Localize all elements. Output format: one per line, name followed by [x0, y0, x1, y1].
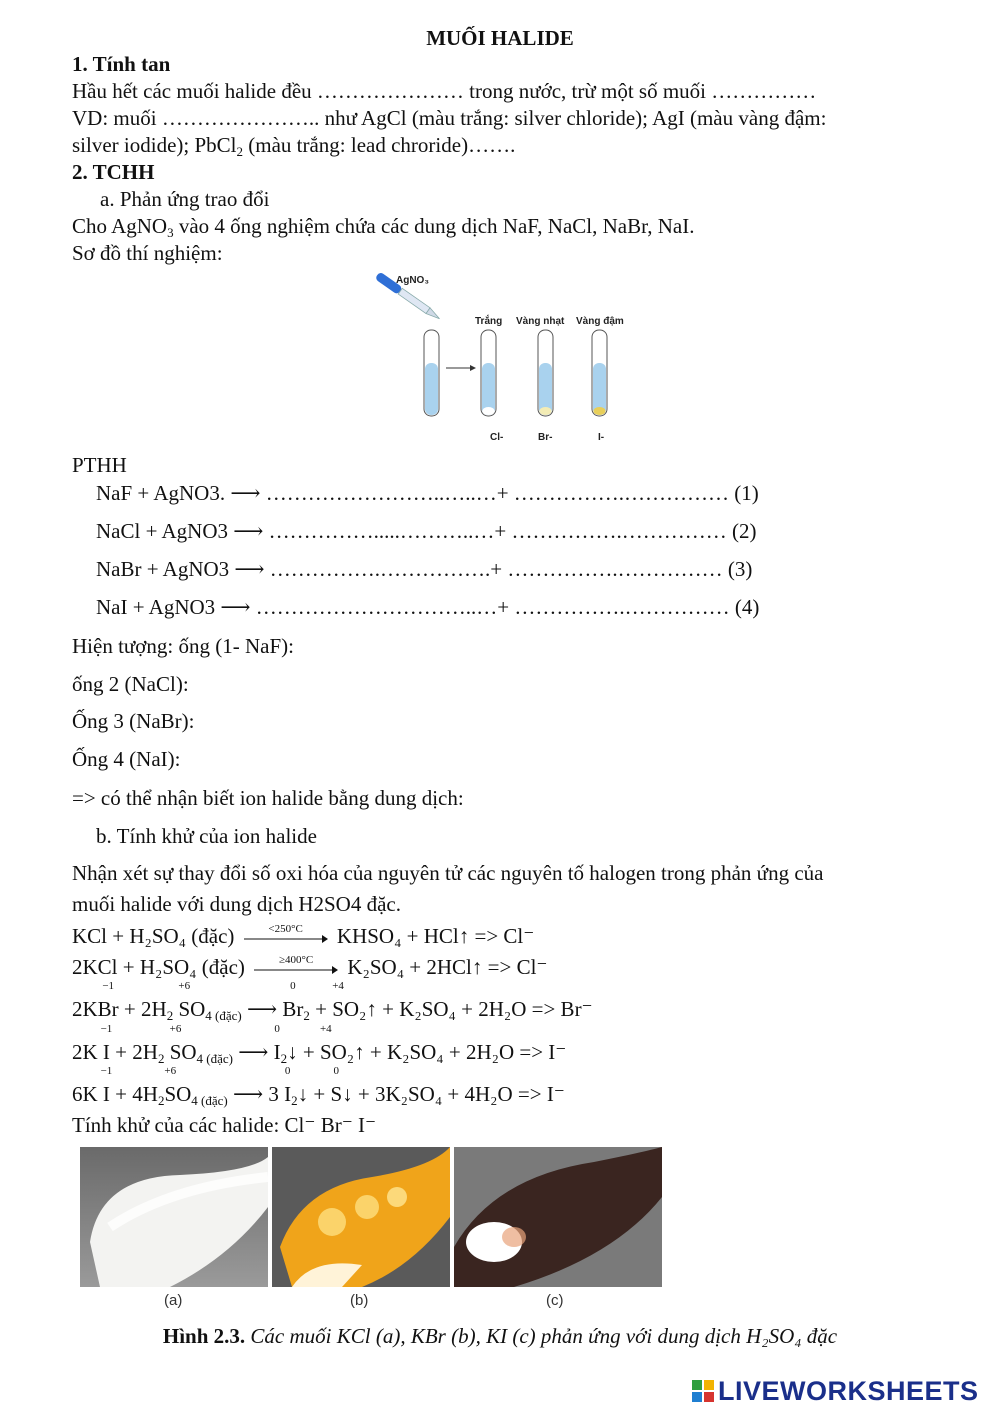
- instruction-line-1: Nhận xét sự thay đổi số oxi hóa của nguyên tử các nguyên tố halogen trong phản ứng của: [72, 861, 824, 885]
- color-label-3: Vàng đậm: [576, 316, 624, 327]
- ion-label-2: Br-: [538, 432, 553, 443]
- solubility-line-1: Hầu hết các muối halide đều ………………… trong nước, trừ một số muối ……………: [72, 79, 817, 103]
- ion-label-1: Cl-: [490, 432, 504, 443]
- reaction-5: 6K I −1 + $4H_2S$ +6 $O_{4 (đặc)}$ ⟶ 3 I 0 $_2$↓ + S 0 ↓ + 3K₂SO₄ + 4H₂O => I⁻: [72, 1065, 565, 1108]
- reaction-1: KCl + H₂SO₄ (đặc) <250°C KHSO₄ + HCl↑ => Cl⁻: [72, 923, 535, 948]
- color-label-2: Vàng nhạt: [516, 316, 565, 327]
- observation-tube-4: Ống 4 (NaI):: [72, 747, 181, 771]
- observation-tube-1: Hiện tượng: ống (1- NaF):: [72, 634, 294, 658]
- pthh-label: PTHH: [72, 453, 127, 477]
- equation-3: NaBr + AgNO3 ⟶ …………….…………….+ …………….…………… (3): [96, 557, 753, 581]
- test-tube-1: [424, 330, 439, 416]
- brand-logo[interactable]: LIVEWORKSHEETS: [718, 1376, 979, 1406]
- subsection-a-heading: a. Phản ứng trao đổi: [100, 187, 270, 211]
- page-title: MUỐI HALIDE: [426, 26, 574, 50]
- liveworksheets-logo-icon: [692, 1380, 714, 1402]
- photo-kcl: [80, 1147, 268, 1287]
- solubility-line-3: silver iodide); PbCl$_2$ (màu trắng: lead chroride)…….: [72, 133, 516, 159]
- photo-label-a: (a): [164, 1292, 183, 1309]
- instruction-line-2: muối halide với dung dịch H2SO4 đặc.: [72, 892, 401, 916]
- test-tube-2: [481, 330, 496, 416]
- test-tube-4: [592, 330, 607, 416]
- reaction-3: 2KBr −1 + $2H_2$ S +6 $O_{4 (đặc)}$ ⟶ Br 0 $_2$ + S +4 O₂↑ + K₂SO₄ + 2H₂O => Br⁻: [72, 980, 593, 1023]
- equation-1: NaF + AgNO3. ⟶ ……………………..…..…+ …………….…………… (1): [96, 481, 759, 505]
- subsection-b-heading: b. Tính khử của ion halide: [96, 824, 317, 848]
- reducing-order: Tính khử của các halide: Cl⁻ Br⁻ I⁻: [72, 1113, 377, 1137]
- reaction-2: 2KCl + H₂SO₄ (đặc) ≥400°C K₂SO₄ + 2HCl↑ => Cl⁻: [72, 954, 548, 979]
- observation-tube-2: ống 2 (NaCl):: [72, 672, 189, 696]
- arrow-icon: [446, 365, 476, 371]
- solubility-line-2: VD: muối ………………….. như AgCl (màu trắng: silver chloride); AgI (màu vàng đậm:: [72, 106, 827, 130]
- ion-label-3: I-: [598, 432, 605, 443]
- experiment-intro: Cho AgNO$_3$ vào 4 ống nghiệm chứa các dung dịch NaF, NaCl, NaBr, NaI.: [72, 214, 695, 240]
- photo-label-c: (c): [546, 1292, 564, 1309]
- identification-conclusion: => có thể nhận biết ion halide bằng dung dịch:: [72, 786, 464, 810]
- test-tube-3: [538, 330, 553, 416]
- section-1-heading: 1. Tính tan: [72, 52, 171, 76]
- reaction-4: 2K I −1 + $2H_2$ S +6 $O_{4 (đặc)}$ ⟶ I 0 $_2$↓ + S +4 O₂↑ + K₂SO₄ + 2H₂O => I⁻: [72, 1023, 567, 1066]
- section-2-heading: 2. TCHH: [72, 160, 155, 184]
- observation-tube-3: Ống 3 (NaBr):: [72, 709, 195, 733]
- test-tube-diagram: [370, 268, 640, 446]
- photo-label-b: (b): [350, 1292, 369, 1309]
- equation-4: NaI + AgNO3 ⟶ …………………………..…+ …………….…………… (4): [96, 595, 760, 619]
- reagent-label: AgNO₃: [396, 275, 429, 286]
- color-label-1: Trắng: [475, 316, 503, 327]
- photo-kbr: [272, 1147, 450, 1287]
- photo-ki: [454, 1147, 662, 1287]
- scheme-label: Sơ đồ thí nghiệm:: [72, 241, 223, 265]
- figure-caption: Hình 2.3. Các muối KCl (a), KBr (b), KI (c) phản ứng với dung dịch H₂SO₄ đặc: [162, 1324, 838, 1348]
- equation-2: NaCl + AgNO3 ⟶ …………….....………..…+ …………….…………… (2): [96, 519, 757, 543]
